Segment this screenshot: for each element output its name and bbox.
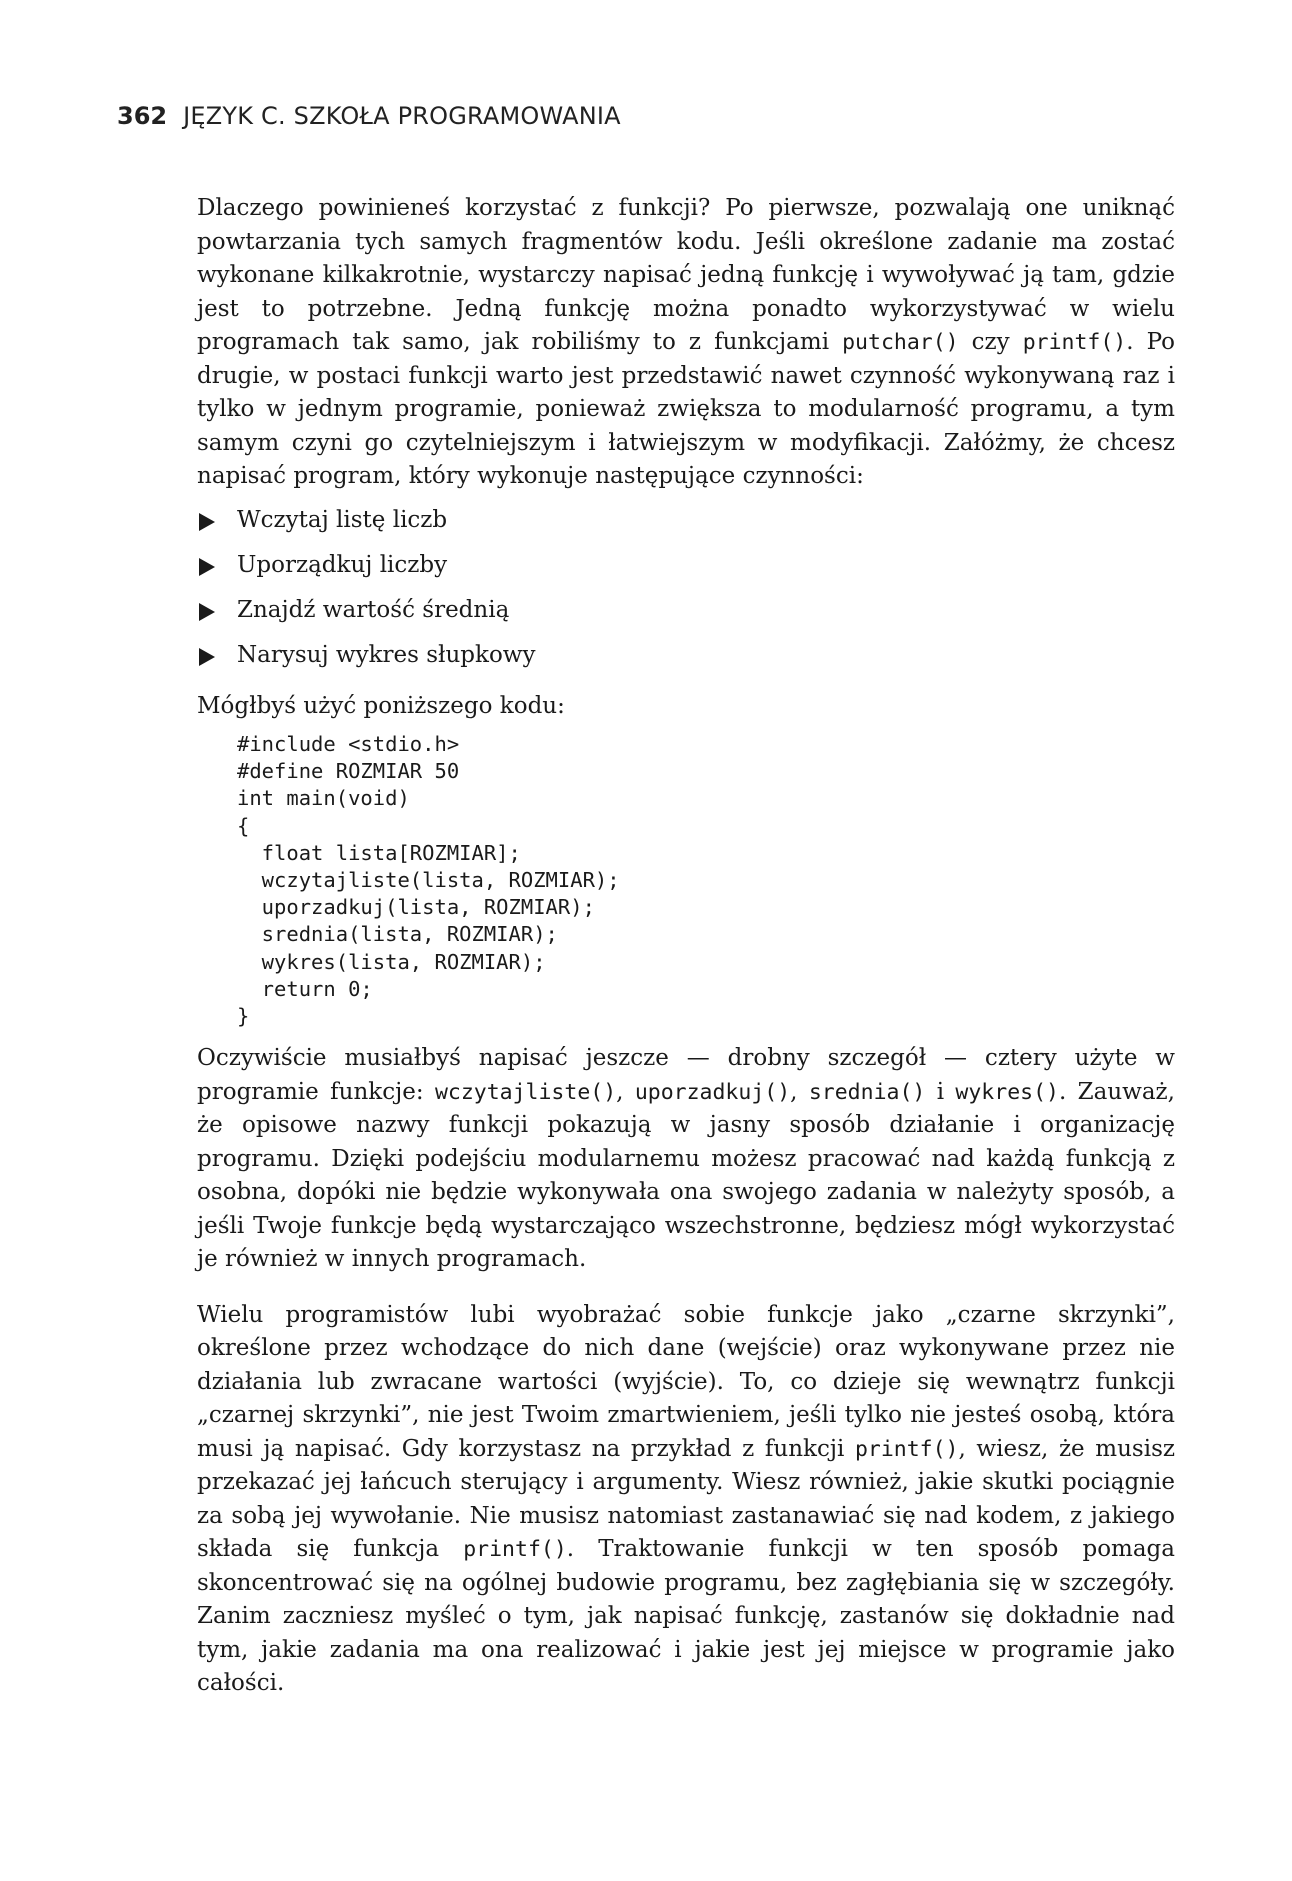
paragraph-why-functions xyxy=(197,192,1175,494)
text-run: . Zauważ, że opisowe nazwy funkcji pokazują w jasny sposób działanie i organizację programu. Dzięki podejściu modularnemu możesz pracować nad każdą funkcją z osobna, dopóki nie będzie wykonywała ona swojego zadania w należyty sposób, a jeśli Twoje funkcje będą wystarczająco wszechstronne, będziesz mógł wykorzystać je również w innych programach. xyxy=(197,1078,1175,1273)
list-item: Narysuj wykres słupkowy xyxy=(197,639,1175,684)
paragraph-modular xyxy=(197,1042,1175,1277)
text-run: Wielu programistów lubi wyobrażać sobie funkcje jako „czarne skrzynki”, określone przez wchodzące do nich dane (wejście) oraz wykonywane przez nie działania lub zwracane wartości (wyjście). To, co dzieje się wewnątrz funkcji „czarnej skrzynki”, nie jest Twoim zmartwieniem, jeśli tylko nie jesteś osobą, która musi ją napisać. Gdy korzystasz na przykład z funkcji xyxy=(197,1301,1175,1462)
code-listing: #include <stdio.h> #define ROZMIAR 50 int main(void) { float lista[ROZMIAR]; wczytajliste(lista, ROZMIAR); uporzadkuj(lista, ROZMIAR); srednia(lista, ROZMIAR); wykres(lista, ROZMIAR); return 0; } xyxy=(237,732,620,1029)
triangle-bullet-icon xyxy=(199,558,215,576)
text-run: . Po drugie, w postaci funkcji warto jest przedstawić nawet czynność wykonywaną raz i tylko w jednym programie, ponieważ zwiększa to modularność programu, a tym samym czyni go czytelniejszym i łatwiejszym w modyfikacji. Załóżmy, że chcesz napisać program, który wykonuje następujące czynności: xyxy=(197,329,1175,489)
task-list xyxy=(197,504,1175,684)
inline-code: putchar() xyxy=(842,330,959,355)
text-run: , wiesz, że musisz przekazać jej łańcuch sterujący i argumenty. Wiesz również, jakie skutki pociągnie za sobą jej wywołanie. Nie musisz natomiast zastanawiać się nad kodem, z jakiego składa się funkcja xyxy=(197,1435,1175,1563)
code-intro: Mógłbyś użyć poniższego kodu: xyxy=(197,692,565,719)
inline-code: srednia() xyxy=(808,1079,926,1105)
page-number: 362 xyxy=(117,102,168,130)
inline-code: wczytajliste() xyxy=(434,1079,617,1105)
triangle-bullet-icon xyxy=(199,648,215,666)
text-run: , xyxy=(790,1078,809,1105)
text-run: . Traktowanie funkcji w ten sposób pomaga skoncentrować się na ogólnej budowie programu, bez zagłębiania się w szczegóły. Zanim zaczniesz myśleć o tym, jak napisać funkcję, zastanów się dokładnie nad tym, jakie zadania ma ona realizować i jakie jest jej miejsce w programie jako całości. xyxy=(197,1536,1175,1697)
list-item: Znajdź wartość średnią xyxy=(197,594,1175,639)
inline-code: uporzadkuj() xyxy=(634,1079,791,1105)
inline-code: printf() xyxy=(854,1436,959,1462)
inline-code: wykres() xyxy=(955,1079,1059,1105)
inline-code: printf() xyxy=(463,1537,567,1563)
text-run: czy xyxy=(958,329,1023,355)
text-run: Oczywiście musiałbyś napisać jeszcze — drobny szczegół — cztery użyte w programie funkcje: xyxy=(197,1045,1175,1105)
text-run: , xyxy=(616,1078,635,1105)
book-title: JĘZYK C. SZKOŁA PROGRAMOWANIA xyxy=(183,102,621,130)
list-item: Wczytaj listę liczb xyxy=(197,504,1175,549)
triangle-bullet-icon xyxy=(199,603,215,621)
triangle-bullet-icon xyxy=(199,513,215,531)
running-header xyxy=(117,102,621,130)
text-run: Dlaczego powinieneś korzystać z funkcji? Po pierwsze, pozwalają one uniknąć powtarzania tych samych fragmentów kodu. Jeśli określone zadanie ma zostać wykonane kilkakrotnie, wystarczy napisać jedną funkcję i wywoływać ją tam, gdzie jest to potrzebne. Jedną funkcję można ponadto wykorzystywać w wielu programach tak samo, jak robiliśmy to z funkcjami xyxy=(197,195,1175,355)
text-run: i xyxy=(925,1078,956,1105)
page-body xyxy=(197,192,1175,1701)
inline-code: printf() xyxy=(1022,330,1127,355)
paragraph-black-box xyxy=(197,1299,1175,1701)
list-item: Uporządkuj liczby xyxy=(197,549,1175,594)
